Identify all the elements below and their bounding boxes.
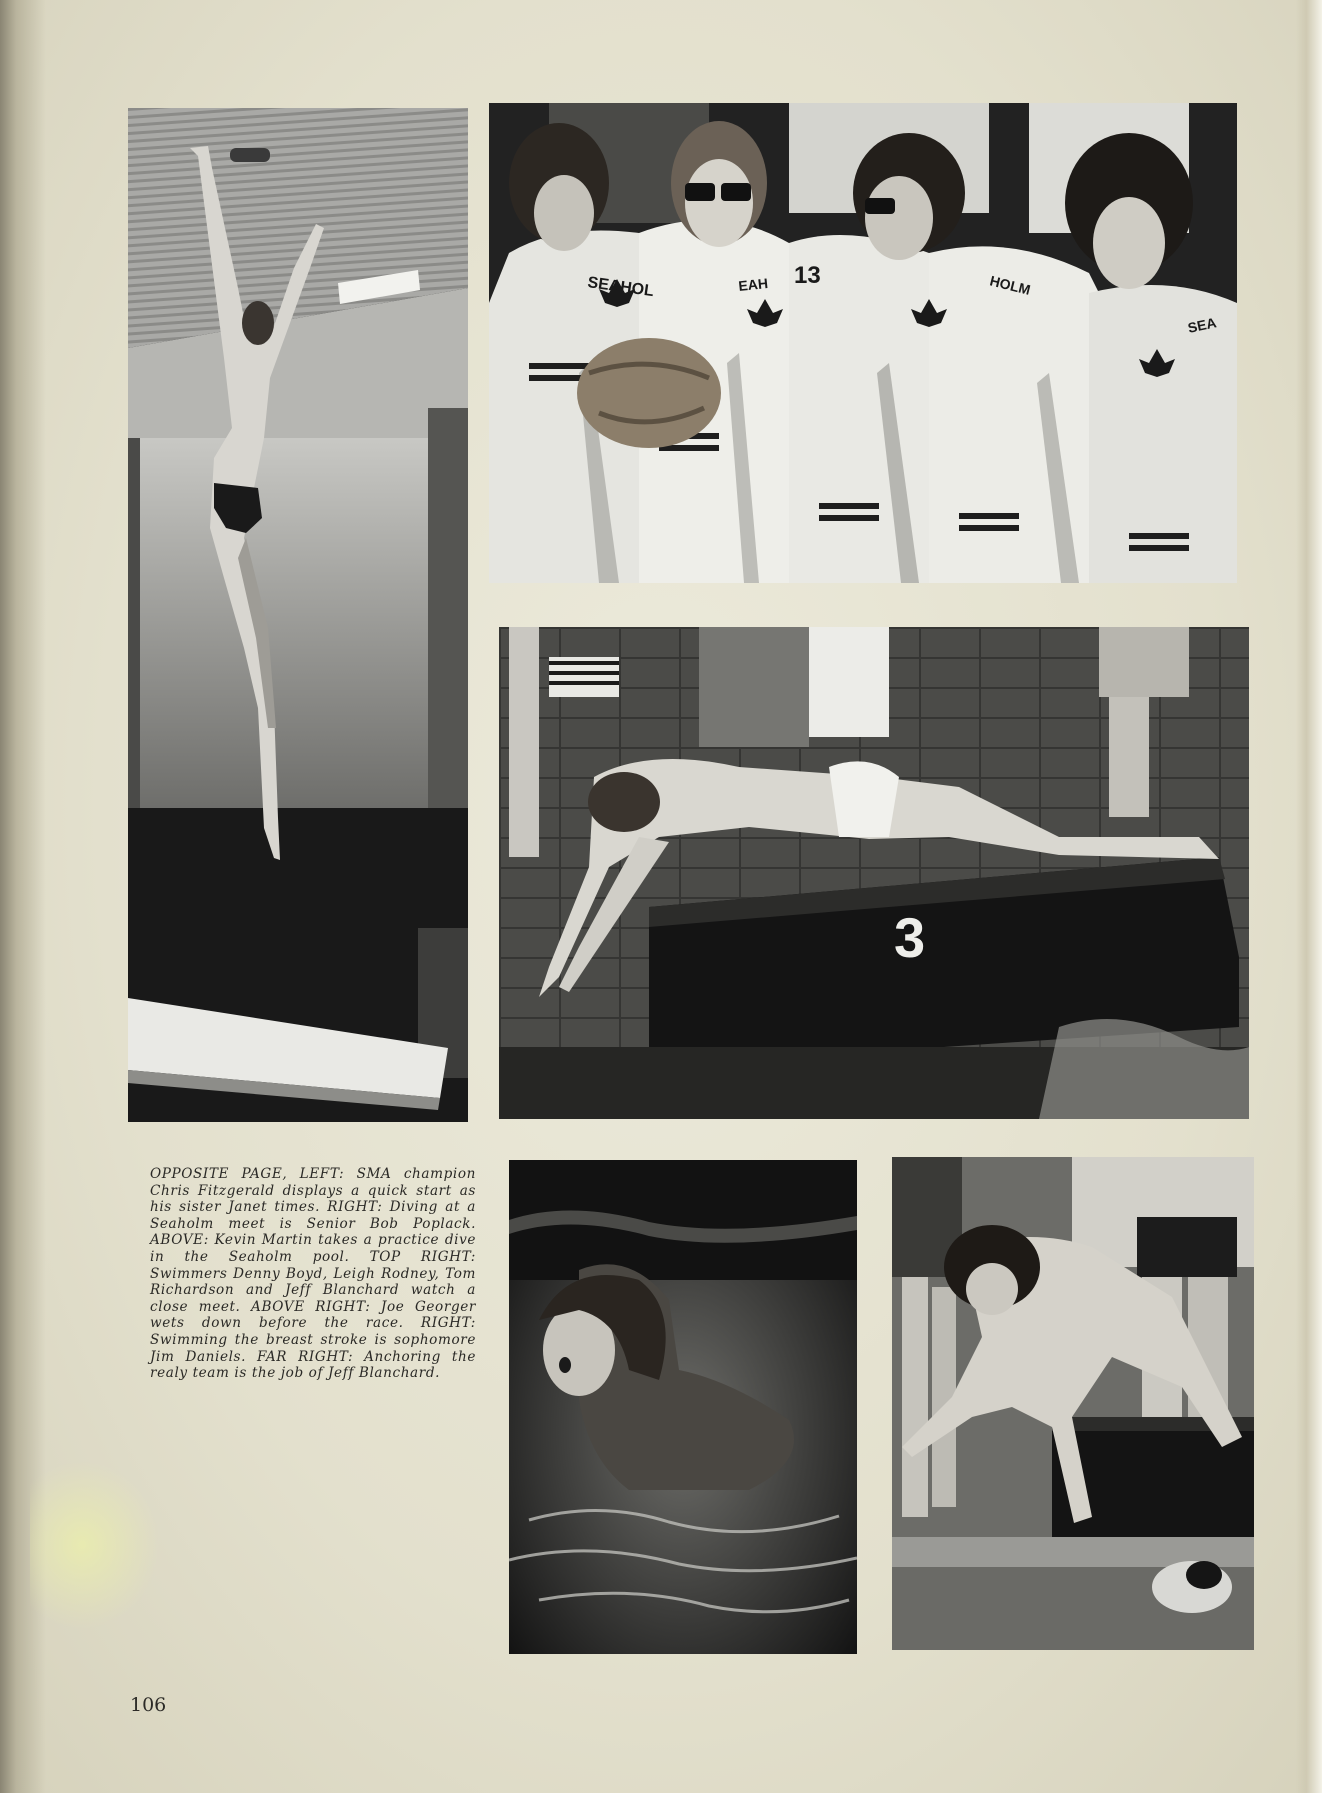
photo-caption: OPPOSITE PAGE, LEFT: SMA champion Chris Fitzgerald displays a quick start as his sister Janet times. RIGHT: Diving at a Seaholm meet is Senior Bob Poplack. ABOVE: Kevin Martin takes a practice dive in the Seaholm pool. TOP RIGHT: Swimmers Denny Boyd, Leigh Rodney, Tom Richardson and Jeff Blanchard watch a close meet. ABOVE RIGHT: Joe Georger wets down before the race. RIGHT: Swimming the breast stroke is sophomore Jim Daniels. FAR RIGHT: Anchoring the realy team is the job of Jeff Blanchard. [150,1166,476,1382]
page-edge [1296,0,1322,1793]
jacket-text-eah: EAH [737,274,769,294]
paper-stain [30,1460,160,1630]
photo-racing-start [499,627,1249,1119]
photo-diver [128,108,468,1122]
photo-relay-anchor-image [892,1157,1254,1650]
photo-breast-stroke [509,1160,857,1654]
photo-breast-stroke-image [509,1160,857,1654]
photo-racing-start-image [499,627,1249,1119]
jacket-number: 13 [794,262,821,289]
photo-team-bench [489,103,1237,583]
jacket-text-holm: HOLM [988,272,1033,298]
jacket-text-seahol: SEAHOL [586,274,655,301]
block-number: 3 [894,906,926,969]
jacket-text-sea: SEA [1186,314,1218,336]
photo-relay-anchor [892,1157,1254,1650]
photo-diver-image [128,108,468,1122]
page-number: 106 [130,1694,167,1716]
photo-team-bench-image [489,103,1237,583]
